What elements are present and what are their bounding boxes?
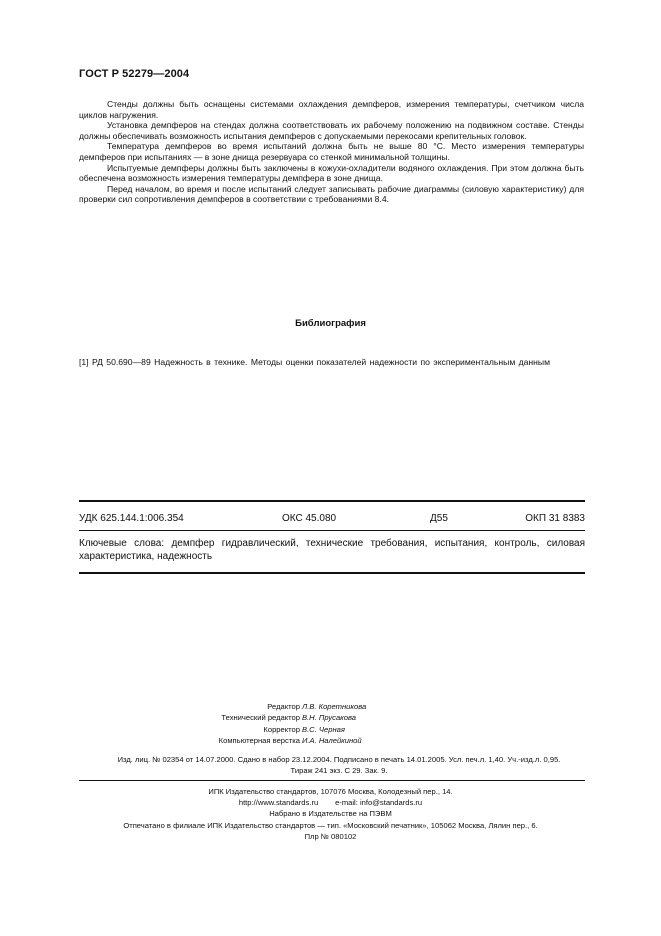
document-header: ГОСТ Р 52279—2004: [79, 68, 190, 80]
bottom-divider: [79, 572, 585, 574]
bibliography-title: Библиография: [295, 318, 366, 329]
publisher-line-2: http://www.standards.ru e-mail: info@standards.ru: [238, 798, 423, 808]
bibliography-item: [1] РД 50.690—89 Надежность в технике. Методы оценки показателей надежности по экспериментальным данным: [79, 357, 550, 367]
paragraph-cooling-jackets: Испытуемые демпферы должны быть заключены в кожухи-охладители водяного охлаждения. При этом должна быть обеспечена возможность измерения температуры демпфера в зоне днища.: [79, 162, 584, 184]
imprint-line-2: Тираж 241 экз. С 29. Зак. 9.: [290, 765, 388, 775]
publisher-line-4: Отпечатано в филиале ИПК Издательство стандартов — тип. «Московский печатник», 105062 Москва, Лялин пер., 6.: [123, 820, 538, 830]
imprint-block: [79, 755, 599, 776]
paragraph-work-diagrams: Перед началом, во время и после испытаний следует записывать рабочие диаграммы (силовую характеристику) для проверки сил сопротивления демпферов в соответствии с требованиями 8.4.: [79, 183, 584, 205]
top-divider: [79, 500, 585, 502]
paragraph-damper-installation: Установка демпферов на стендах должна соответствовать их рабочему положению на подвижном составе. Стенды должны обеспечивать возможность испытания демпферов с допускаемыми перекосами крепительных головок.: [79, 120, 584, 141]
credit-proofreader: Корректор В.С. Черная: [263, 724, 345, 734]
credits-block: [0, 701, 661, 746]
publisher-divider: [79, 780, 585, 781]
publisher-line-1: ИПК Издательство стандартов, 107076 Москва, Колодезный пер., 14.: [208, 787, 453, 796]
keywords-text: Ключевые слова: демпфер гидравлический, технические требования, испытания, контроль, силовая характеристика, надежность: [79, 538, 585, 562]
udk-code: УДК 625.144.1:006.354: [79, 513, 184, 524]
publisher-line-5: Плр № 080102: [304, 831, 357, 841]
okp-code: ОКП 31 8383: [525, 513, 585, 524]
keywords: [79, 537, 585, 563]
publisher-line-3: Набрано в Издательстве на ПЭВМ: [269, 809, 392, 819]
imprint-line-1: Изд. лиц. № 02354 от 14.07.2000. Сдано в набор 23.12.2004. Подписано в печать 14.01.2005. Усл. печ.л. 1,40. Уч.-изд.л. 0,95.: [117, 755, 561, 764]
paragraph-stand-equipment: Стенды должны быть оснащены системами охлаждения демпферов, измерения температуры, счетчиком числа циклов нагружения.: [79, 99, 584, 120]
middle-divider: [79, 530, 585, 531]
publisher-block: [0, 786, 661, 842]
paragraph-damper-temperature: Температура демпферов во время испытаний должна быть не выше 80 °С. Место измерения температуры демпферов при испытаниях — в зоне днища резервуара со стенкой минимальной толщины.: [79, 141, 584, 162]
body-text: [79, 99, 584, 205]
credit-technical-editor: Технический редактор В.Н. Прусакова: [221, 713, 356, 723]
credit-editor: Редактор Л.В. Коретникова: [267, 702, 367, 711]
credit-layout: Компьютерная верстка И.А. Налейкиной: [218, 735, 362, 745]
oks-code: ОКС 45.080: [282, 513, 337, 524]
d-code: Д55: [430, 513, 448, 524]
